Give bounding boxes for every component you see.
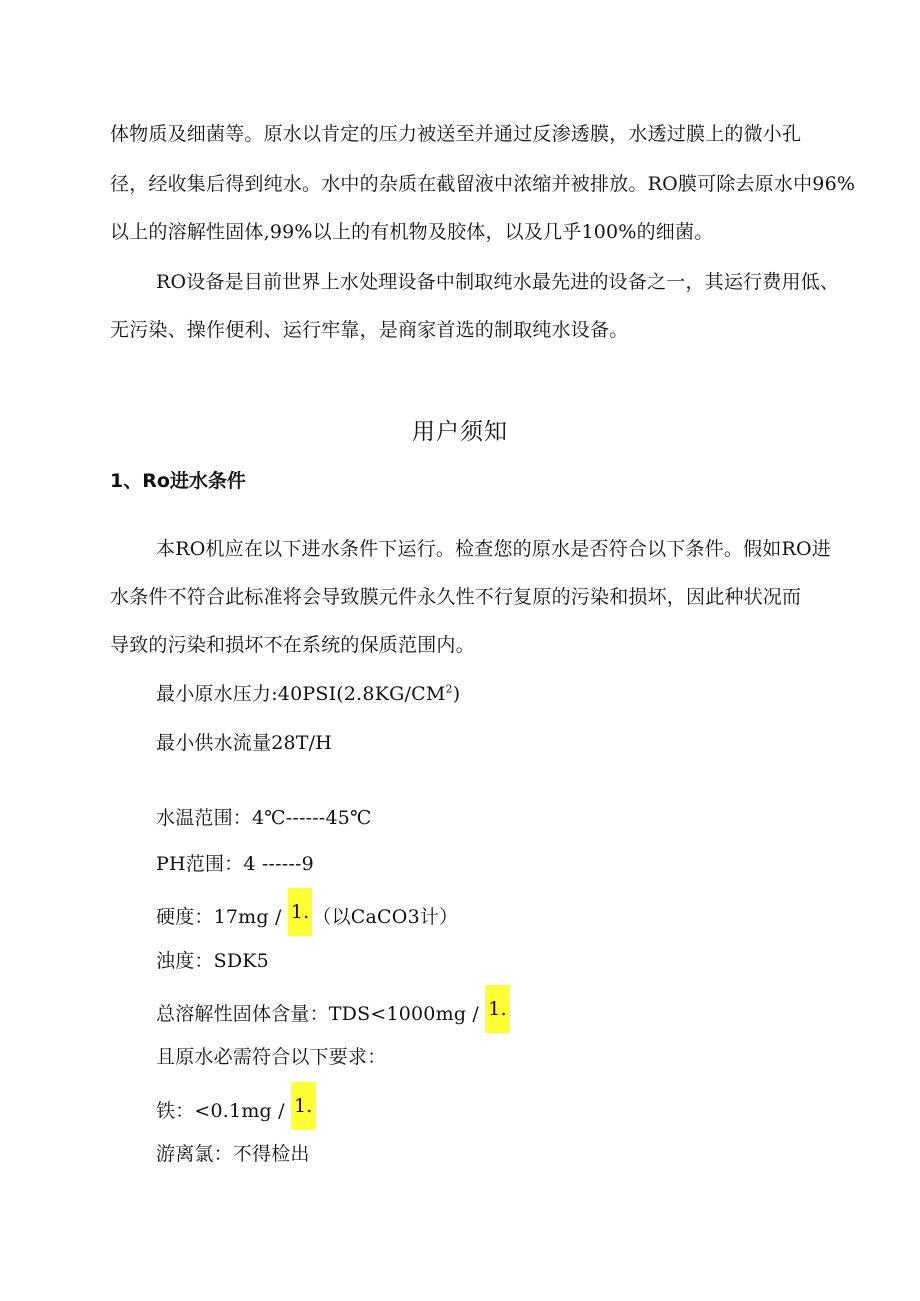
hardness-prefix: 硬度：17mg / — [156, 906, 282, 928]
intro-paragraph-line: 以上的溶解性固体,99%以上的有机物及胶体，以及几乎100%的细菌。 — [110, 221, 714, 243]
min-flow-line: 最小供水流量28T/H — [156, 732, 333, 754]
tds-line — [156, 997, 510, 1033]
body-paragraph-line: 水条件不符合此标准将会导致膜元件永久性不行复原的污染和损坏，因此种状况而 — [110, 586, 802, 608]
tds-highlight: 1. — [485, 985, 510, 1033]
subsection-heading: 1、Ro进水条件 — [110, 470, 246, 492]
hardness-line — [156, 900, 458, 936]
body-paragraph-line: 本RO机应在以下进水条件下运行。检查您的原水是否符合以下条件。假如RO进 — [156, 538, 831, 560]
requirements-intro-line: 且原水必需符合以下要求： — [156, 1046, 387, 1068]
min-pressure-text: 最小原水压力:40PSI(2.8KG/CM — [156, 683, 446, 705]
tds-prefix: 总溶解性固体含量：TDS<1000mg / — [156, 1003, 480, 1025]
min-pressure-superscript: 2 — [445, 682, 453, 696]
iron-highlight: 1. — [291, 1082, 316, 1130]
body-paragraph-line: 导致的污染和损坏不在系统的保质范围内。 — [110, 634, 475, 656]
iron-prefix: 铁：<0.1mg / — [156, 1100, 285, 1122]
intro-paragraph-line: 体物质及细菌等。原水以肯定的压力被送至并通过反渗透膜，水透过膜上的微小孔 — [110, 123, 802, 145]
intro-paragraph-line: 径，经收集后得到纯水。水中的杂质在截留液中浓缩并被排放。RO膜可除去原水中96% — [110, 173, 856, 195]
hardness-highlight: 1. — [288, 888, 313, 936]
hardness-suffix: （以CaCO3计） — [312, 906, 459, 928]
iron-line — [156, 1094, 316, 1130]
intro-paragraph-line: 无污染、操作便利、运行牢靠，是商家首选的制取纯水设备。 — [110, 319, 629, 341]
ph-range-line: PH范围：4 ------9 — [156, 853, 314, 875]
min-pressure-close: ) — [452, 683, 461, 705]
free-chlorine-line: 游离氯：不得检出 — [156, 1143, 310, 1165]
water-temp-line: 水温范围：4℃------45℃ — [156, 807, 372, 829]
turbidity-line: 浊度：SDK5 — [156, 950, 269, 972]
intro-paragraph-line: RO设备是目前世界上水处理设备中制取纯水最先进的设备之一，其运行费用低、 — [156, 271, 840, 293]
section-title: 用户须知 — [412, 419, 508, 445]
min-pressure-line — [156, 682, 460, 706]
